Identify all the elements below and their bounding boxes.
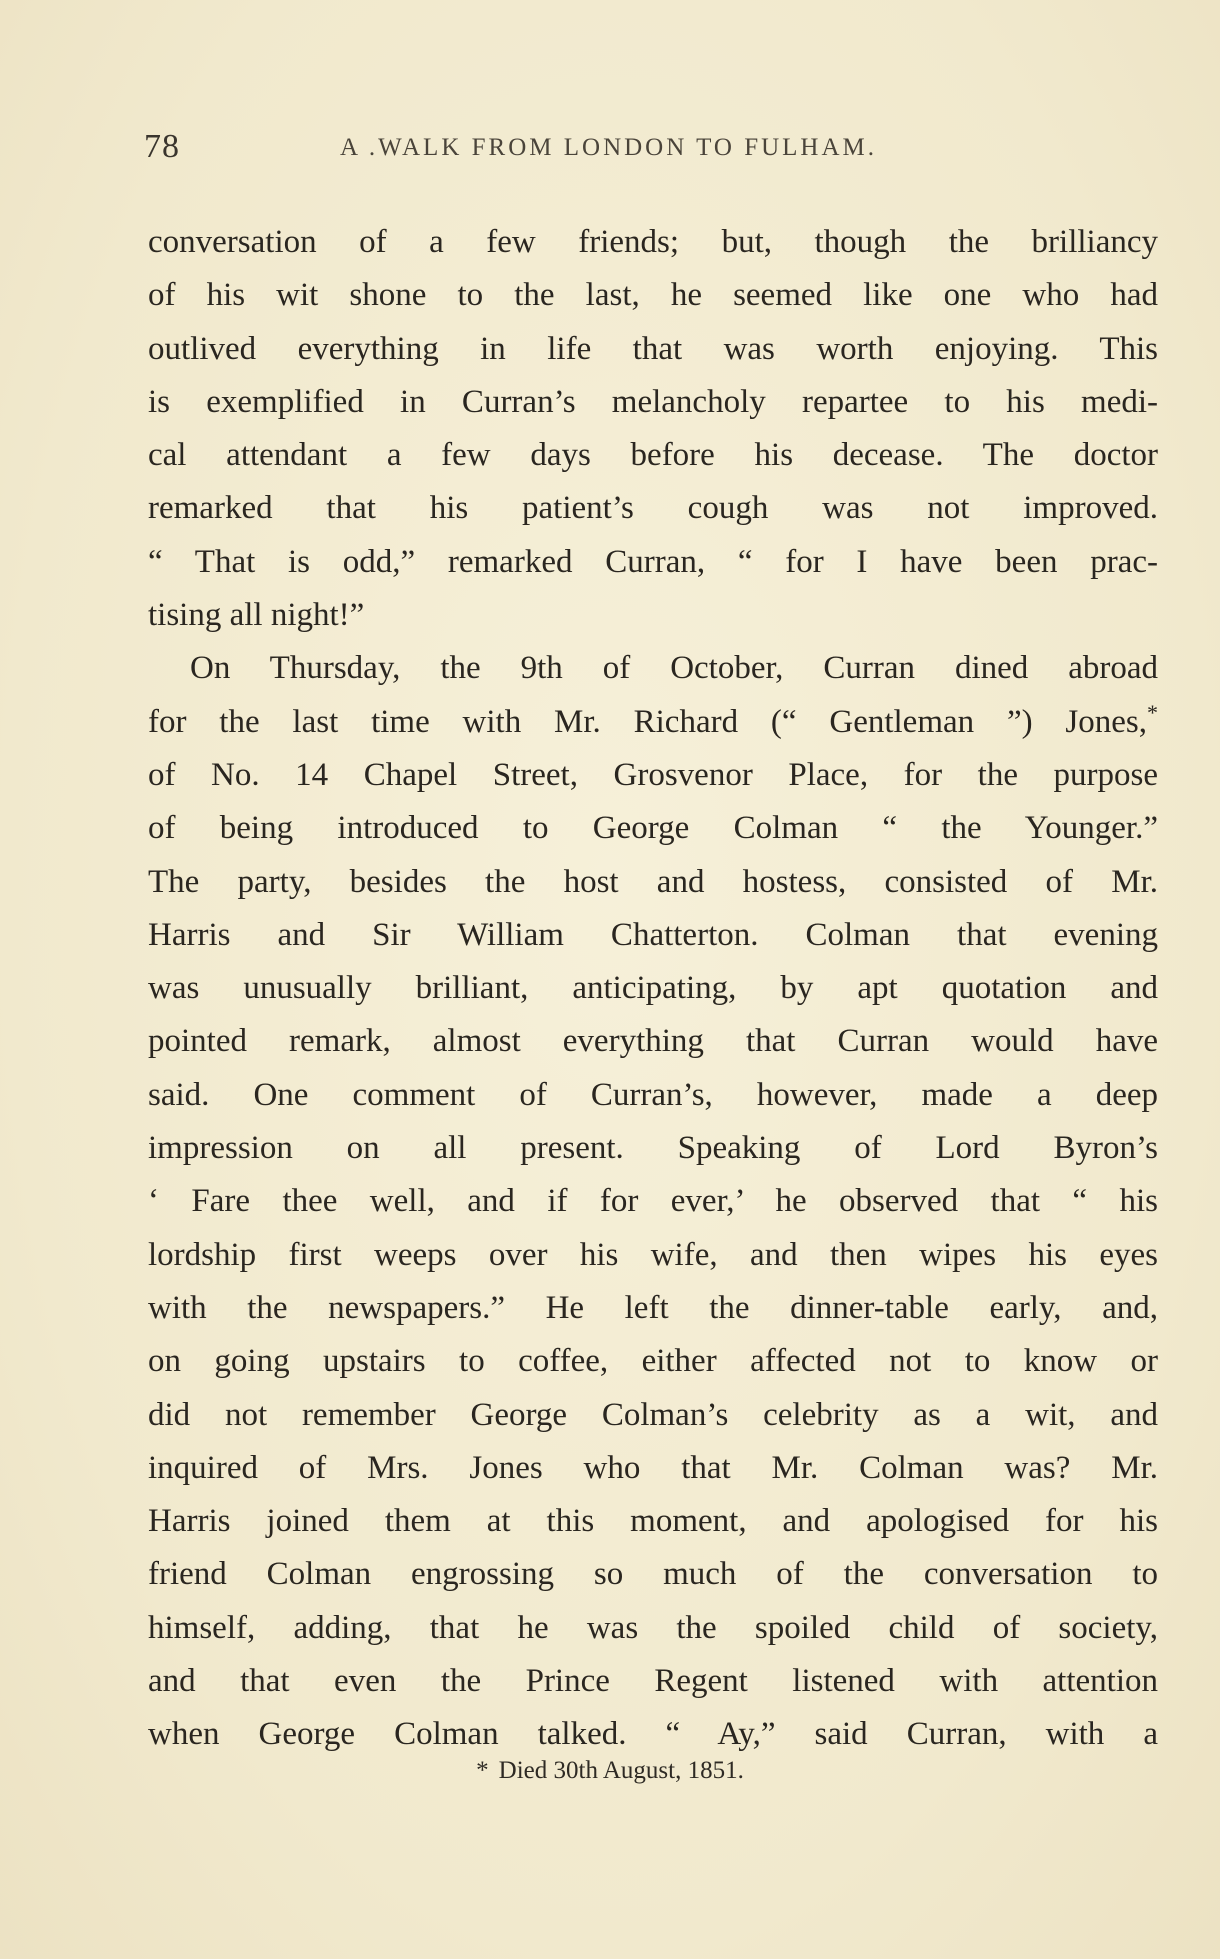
text-line: On Thursday, the 9th of October, Curran dined abroad [190, 650, 1158, 687]
text-line: friend Colman engrossing so much of the conversation to [148, 1556, 1158, 1593]
running-head [144, 128, 1084, 172]
text-line: ‘ Fare thee well, and if for ever,’ he observed that “ his [148, 1183, 1158, 1220]
text-line: impression on all present. Speaking of Lord Byron’s [148, 1130, 1158, 1167]
text-line: himself, adding, that he was the spoiled child of society, [148, 1609, 1158, 1646]
text-line: with the newspapers.” He left the dinner-table early, and, [148, 1289, 1158, 1326]
footnote-marker: * [1147, 699, 1158, 725]
text-line: is exemplified in Curran’s melancholy repartee to his medi- [148, 383, 1158, 420]
text-line: of his wit shone to the last, he seemed like one who had [148, 277, 1158, 314]
text-line: inquired of Mrs. Jones who that Mr. Colman was? Mr. [148, 1449, 1158, 1486]
text-line: The party, besides the host and hostess, consisted of Mr. [148, 863, 1158, 900]
text-line: lordship first weeps over his wife, and then wipes his eyes [148, 1236, 1158, 1273]
text-line: did not remember George Colman’s celebrity as a wit, and [148, 1396, 1158, 1433]
page-number: 78 [144, 128, 180, 165]
text-line: outlived everything in life that was worth enjoying. This [148, 330, 1158, 367]
text-line: Harris joined them at this moment, and apologised for his [148, 1503, 1158, 1540]
footnote-star: * [476, 1757, 489, 1784]
text-line-with-footnote [148, 696, 1158, 749]
text-line: “ That is odd,” remarked Curran, “ for I have been prac- [148, 543, 1158, 580]
text-line: Harris and Sir William Chatterton. Colman that evening [148, 916, 1158, 953]
text-line: pointed remark, almost everything that Curran would have [148, 1023, 1158, 1060]
text-line: said. One comment of Curran’s, however, made a deep [148, 1076, 1158, 1113]
text-line: and that even the Prince Regent listened with attention [148, 1663, 1158, 1700]
text-line: on going upstairs to coffee, either affected not to know or [148, 1343, 1158, 1380]
footnote [0, 1757, 1220, 1785]
body-text [148, 216, 1158, 1762]
text-line: cal attendant a few days before his decease. The doctor [148, 437, 1158, 474]
footnote-text: Died 30th August, 1851. [498, 1757, 744, 1784]
running-title: A .WALK FROM LONDON TO FULHAM. [340, 134, 878, 161]
text-line-content: for the last time with Mr. Richard (“ Gentleman ”) Jones, [148, 703, 1147, 740]
text-line: tising all night!” [148, 597, 365, 634]
text-line: conversation of a few friends; but, though the brilliancy [148, 224, 1158, 260]
text-line: of No. 14 Chapel Street, Grosvenor Place, for the purpose [148, 756, 1158, 793]
text-line: was unusually brilliant, anticipating, by apt quotation and [148, 970, 1158, 1007]
text-line: when George Colman talked. “ Ay,” said Curran, with a [148, 1716, 1158, 1753]
text-line: of being introduced to George Colman “ the Younger.” [148, 810, 1158, 847]
text-line: remarked that his patient’s cough was not improved. [148, 490, 1158, 527]
